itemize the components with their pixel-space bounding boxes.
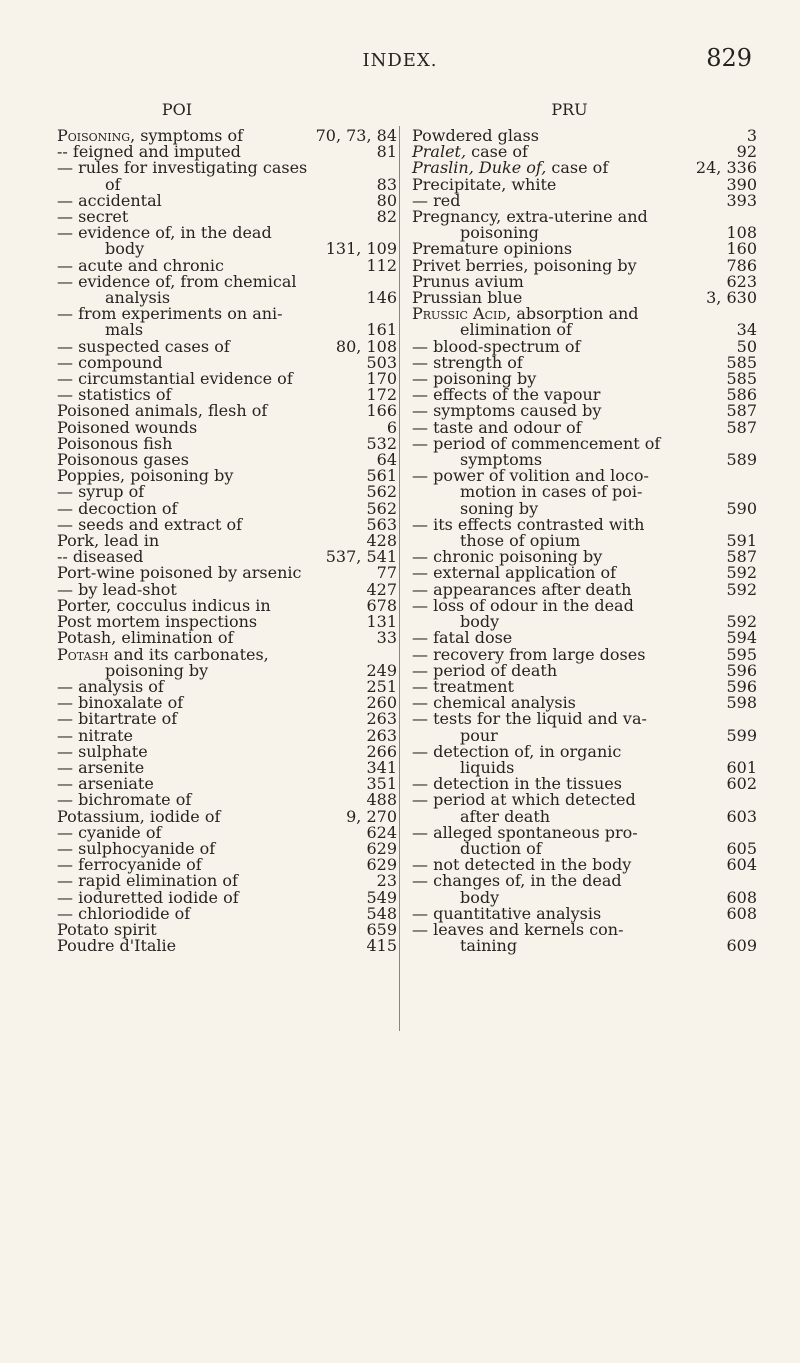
entry-text: — period of commencement of <box>412 433 661 453</box>
entry-text: Potato spirit <box>57 919 157 939</box>
entry-text: — nitrate <box>57 725 134 745</box>
index-entry <box>412 919 757 956</box>
entry-text: -- feigned and imputed <box>57 142 241 162</box>
entry-text: — chloriodide of <box>57 903 191 923</box>
entry-text: body <box>105 239 145 259</box>
page-reference: 562 <box>366 482 397 502</box>
page-reference: 598 <box>726 693 757 713</box>
page-reference: 587 <box>726 401 757 421</box>
entry-text: — accidental <box>57 190 162 210</box>
page-reference: 6 <box>386 417 397 437</box>
index-entry <box>57 938 397 954</box>
entry-text: — fatal dose <box>412 628 513 648</box>
entry-text: Prussian blue <box>412 288 523 308</box>
page-reference: 678 <box>366 595 397 615</box>
entry-text: Potash, elimination of <box>57 628 234 648</box>
entry-text: — ioduretted iodide of <box>57 887 239 907</box>
entry-text: — changes of, in the dead <box>412 871 622 891</box>
entry-text: — rules for investigating cases <box>57 158 308 178</box>
entry-text: — not detected in the body <box>412 855 632 875</box>
entry-text: — seeds and extract of <box>57 514 243 534</box>
entry-text: — circumstantial evidence of <box>57 369 293 389</box>
entry-text: Powdered glass <box>412 126 539 145</box>
page-reference: 249 <box>366 660 397 680</box>
entry-text: — symptoms caused by <box>412 401 602 421</box>
index-entry <box>412 514 757 551</box>
entry-text: Poisoned wounds <box>57 417 198 437</box>
page-reference: 590 <box>726 498 757 518</box>
page-reference: 488 <box>366 790 397 810</box>
column-divider <box>399 126 400 1031</box>
entry-text: Poisonous fish <box>57 433 173 453</box>
entry-text: — strength of <box>412 352 523 372</box>
entry-text: — effects of the vapour <box>412 385 601 405</box>
page-reference: 260 <box>366 693 397 713</box>
entry-text: — appearances after death <box>412 579 632 599</box>
page-reference: 623 <box>726 271 757 291</box>
index-entry <box>57 306 397 338</box>
entry-text: liquids <box>460 757 515 777</box>
index-entry <box>412 306 757 338</box>
page-reference: 70, 73, 84 <box>315 126 397 145</box>
entry-text: Precipitate, white <box>412 174 557 194</box>
entry-text: — detection of, in organic <box>412 741 622 761</box>
entry-text: — evidence of, in the dead <box>57 223 272 243</box>
index-entry <box>412 873 757 905</box>
index-entry <box>412 595 757 632</box>
page-header <box>0 44 800 84</box>
entry-text: Prunus avium <box>412 271 524 291</box>
index-entry <box>412 822 757 858</box>
page-reference: 131 <box>366 612 397 632</box>
entry-text: — binoxalate of <box>57 693 184 713</box>
page-reference: 82 <box>376 207 397 227</box>
entry-text: — leaves and kernels con- <box>412 919 624 939</box>
index-entry <box>57 160 397 192</box>
page-reference: 393 <box>726 190 757 210</box>
entry-text: — statistics of <box>57 385 172 405</box>
entry-text: Pregnancy, extra-uterine and <box>412 207 648 227</box>
entry-text: Privet berries, poisoning by <box>412 255 637 275</box>
entry-text: Porter, cocculus indicus in <box>57 595 271 615</box>
page-reference: 108 <box>726 223 757 243</box>
page-reference: 537, 541 <box>325 547 397 567</box>
page-reference: 605 <box>726 838 757 858</box>
page-reference: 170 <box>366 369 397 389</box>
page-reference: 532 <box>366 433 397 453</box>
page-reference: 428 <box>366 531 397 551</box>
page-reference: 3, 630 <box>706 288 757 308</box>
entry-lead: Pralet, <box>412 142 467 162</box>
page-reference: 172 <box>366 385 397 405</box>
entry-text: — bitartrate of <box>57 709 178 729</box>
page-reference: 251 <box>366 676 397 696</box>
page-reference: 586 <box>726 385 757 405</box>
entry-text: elimination of <box>460 320 572 340</box>
page-reference: 503 <box>366 352 397 372</box>
entry-text: — tests for the liquid and va- <box>412 709 647 729</box>
entry-lead: Potash <box>57 644 109 664</box>
page-reference: 351 <box>366 774 397 794</box>
page-reference: 587 <box>726 547 757 567</box>
index-entry <box>57 271 397 308</box>
page-reference: 92 <box>736 142 757 162</box>
entry-text: — its effects contrasted with <box>412 514 645 534</box>
index-entry <box>412 792 757 824</box>
page-reference: 604 <box>726 855 757 875</box>
entry-rest: and its carbonates, <box>108 644 269 664</box>
entry-text: — blood-spectrum of <box>412 336 581 356</box>
page-reference: 64 <box>376 450 397 470</box>
page-reference: 595 <box>726 644 757 664</box>
index-column-left <box>57 100 397 954</box>
entry-rest: absorption and <box>511 304 639 324</box>
entry-text: body <box>460 612 500 632</box>
page-reference: 112 <box>366 255 397 275</box>
entry-text: — red <box>412 190 461 210</box>
entry-text: those of opium <box>460 531 581 551</box>
page-reference: 24, 336 <box>695 158 757 178</box>
entry-text: — bichromate of <box>57 790 192 810</box>
page-reference: 596 <box>726 676 757 696</box>
entry-text: — power of volition and loco- <box>412 466 649 486</box>
entry-rest: case of <box>546 158 609 178</box>
page-reference: 263 <box>366 709 397 729</box>
entry-text: — loss of odour in the dead <box>412 595 634 615</box>
page-reference: 592 <box>726 563 757 583</box>
entry-text: — decoction of <box>57 498 178 518</box>
entry-text: — recovery from large doses <box>412 644 646 664</box>
page-reference: 427 <box>366 579 397 599</box>
page-reference: 608 <box>726 903 757 923</box>
entry-text: — analysis of <box>57 676 164 696</box>
index-entry <box>57 644 397 680</box>
entry-text: motion in cases of poi- <box>460 482 643 502</box>
entry-text: — sulphocyanide of <box>57 838 216 858</box>
entry-text: Poudre d'Italie <box>57 936 177 956</box>
entry-text: analysis <box>105 288 171 308</box>
page-reference: 9, 270 <box>346 806 397 826</box>
page-reference: 390 <box>726 174 757 194</box>
entry-text: — arseniate <box>57 774 154 794</box>
entry-text: — detection in the tissues <box>412 774 622 794</box>
entry-text: Poisonous gases <box>57 450 189 470</box>
entry-text: — arsenite <box>57 757 145 777</box>
entry-text: — cyanide of <box>57 822 162 842</box>
page-reference: 341 <box>366 757 397 777</box>
page-reference: 603 <box>726 806 757 826</box>
entry-text: after death <box>460 806 551 826</box>
page-reference: 83 <box>376 174 397 194</box>
page-reference: 609 <box>726 936 757 956</box>
page-reference: 599 <box>726 725 757 745</box>
page-reference: 548 <box>366 903 397 923</box>
entry-text: — chronic poisoning by <box>412 547 603 567</box>
index-entry <box>412 711 757 743</box>
entry-text: of <box>105 174 121 194</box>
page-title: INDEX. <box>362 50 438 71</box>
entry-text: symptoms <box>460 450 543 470</box>
page-reference: 263 <box>366 725 397 745</box>
entry-list <box>412 128 757 954</box>
entry-text: — taste and odour of <box>412 417 582 437</box>
page-reference: 591 <box>726 531 757 551</box>
entry-text: — compound <box>57 352 163 372</box>
page-reference: 34 <box>736 320 757 340</box>
entry-text: — poisoning by <box>412 369 537 389</box>
page-reference: 594 <box>726 628 757 648</box>
entry-text: Poisoned animals, flesh of <box>57 401 268 421</box>
entry-text: Port-wine poisoned by arsenic <box>57 563 302 583</box>
page-reference: 50 <box>736 336 757 356</box>
page-reference: 629 <box>366 855 397 875</box>
page-reference: 80, 108 <box>335 336 397 356</box>
entry-text: — chemical analysis <box>412 693 576 713</box>
index-entry <box>412 174 757 194</box>
page-reference: 659 <box>366 919 397 939</box>
page-reference: 563 <box>366 514 397 534</box>
entry-text: — evidence of, from chemical <box>57 271 297 291</box>
page-reference: 166 <box>366 401 397 421</box>
entry-text: mals <box>105 320 144 340</box>
entry-text: — external application of <box>412 563 617 583</box>
entry-text: — quantitative analysis <box>412 903 602 923</box>
page-reference: 592 <box>726 579 757 599</box>
page-reference: 33 <box>376 628 397 648</box>
entry-text: duction of <box>460 838 542 858</box>
entry-text: — from experiments on ani- <box>57 304 283 324</box>
page-reference: 585 <box>726 369 757 389</box>
entry-text: Premature opinions <box>412 239 573 259</box>
entry-rest: case of <box>466 142 528 162</box>
entry-text: — suspected cases of <box>57 336 230 356</box>
entry-text: — ferrocyanide of <box>57 855 202 875</box>
page-reference: 589 <box>726 450 757 470</box>
column-heading: PRU <box>551 100 588 119</box>
page-reference: 161 <box>366 320 397 340</box>
entry-text: — by lead-shot <box>57 579 177 599</box>
page-reference: 786 <box>726 255 757 275</box>
entry-text: poisoning by <box>105 660 209 680</box>
page-reference: 160 <box>726 239 757 259</box>
entry-text: Potassium, iodide of <box>57 806 221 826</box>
page-reference: 131, 109 <box>325 239 397 259</box>
page-reference: 624 <box>366 822 397 842</box>
entry-text: -- diseased <box>57 547 144 567</box>
page-reference: 415 <box>366 936 397 956</box>
entry-text: soning by <box>460 498 539 518</box>
column-heading: POI <box>161 100 193 119</box>
page-reference: 266 <box>366 741 397 761</box>
page-reference: 77 <box>376 563 397 583</box>
entry-text: — syrup of <box>57 482 145 502</box>
entry-text: — acute and chronic <box>57 255 224 275</box>
page-reference: 80 <box>376 190 397 210</box>
entry-text: — alleged spontaneous pro- <box>412 822 638 842</box>
page-reference: 608 <box>726 887 757 907</box>
page-reference: 629 <box>366 838 397 858</box>
entry-text: body <box>460 887 500 907</box>
page-reference: 596 <box>726 660 757 680</box>
page-reference: 602 <box>726 774 757 794</box>
page-reference: 601 <box>726 757 757 777</box>
entry-text: — rapid elimination of <box>57 871 238 891</box>
page-reference: 585 <box>726 352 757 372</box>
entry-lead: Poisoning, <box>57 126 136 145</box>
entry-lead: Prussic Acid, <box>412 304 512 324</box>
entry-text: Post mortem inspections <box>57 612 258 632</box>
page-reference: 549 <box>366 887 397 907</box>
index-entry <box>412 209 757 241</box>
index-entry <box>412 433 757 470</box>
page-reference: 81 <box>376 142 397 162</box>
page-reference: 561 <box>366 466 397 486</box>
page-reference: 3 <box>746 126 757 145</box>
entry-rest: symptoms of <box>135 126 243 145</box>
page-reference: 146 <box>366 288 397 308</box>
index-column-right <box>412 100 757 954</box>
entry-text: — sulphate <box>57 741 148 761</box>
entry-text: — period of death <box>412 660 558 680</box>
entry-lead: Praslin, Duke of, <box>412 158 547 178</box>
entry-text: Pork, lead in <box>57 531 160 551</box>
entry-list <box>57 128 397 954</box>
index-entry <box>412 741 757 777</box>
entry-text: — period at which detected <box>412 790 636 810</box>
entry-text: — treatment <box>412 676 514 696</box>
page-number: 829 <box>706 44 752 72</box>
page-reference: 23 <box>376 871 397 891</box>
entry-text: taining <box>460 936 518 956</box>
entry-text: Poppies, poisoning by <box>57 466 234 486</box>
entry-text: poisoning <box>460 223 539 243</box>
entry-text: pour <box>460 725 498 745</box>
index-entry <box>412 468 757 517</box>
page-reference: 592 <box>726 612 757 632</box>
index-entry <box>57 225 397 257</box>
page-reference: 587 <box>726 417 757 437</box>
entry-text: — secret <box>57 207 129 227</box>
page-reference: 562 <box>366 498 397 518</box>
